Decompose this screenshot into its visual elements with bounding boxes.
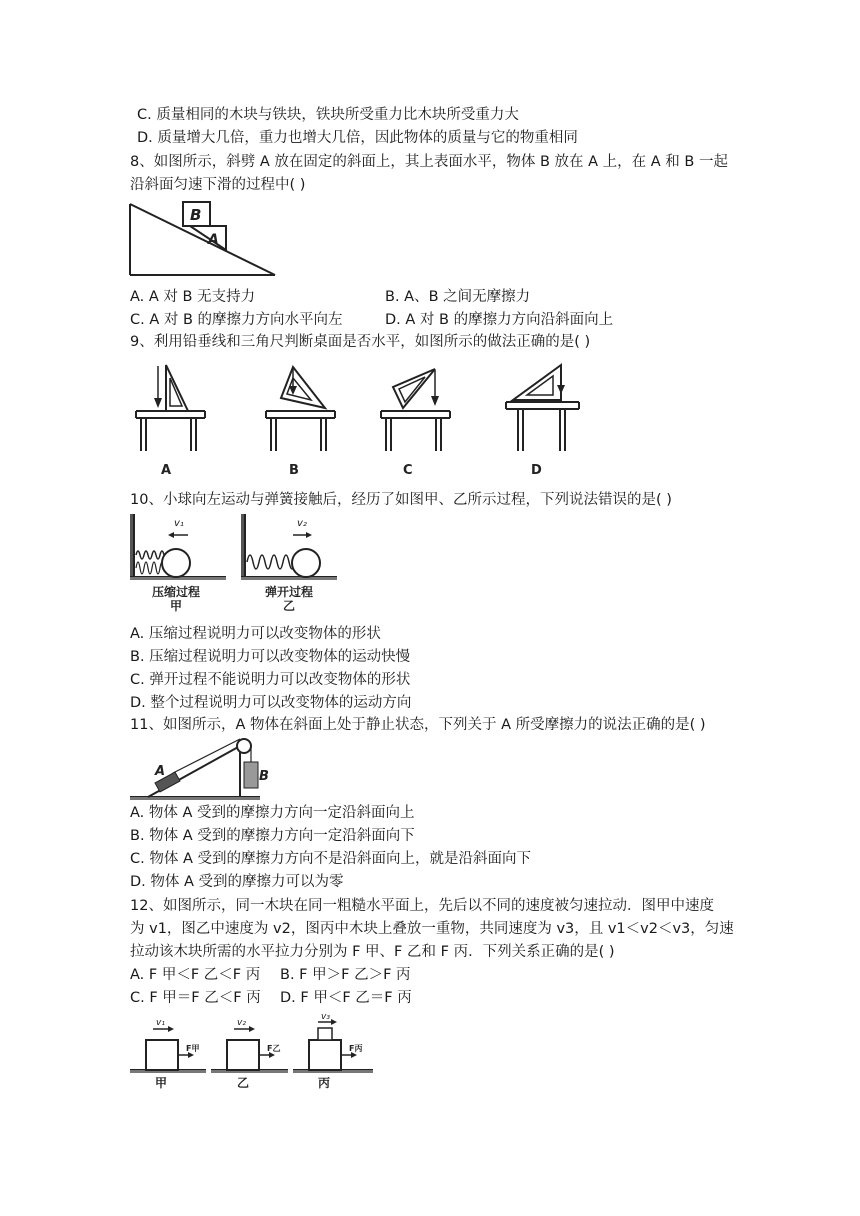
q9-figure-d xyxy=(503,362,583,482)
q10-option-c: C. 弹开过程不能说明力可以改变物体的形状 xyxy=(130,672,411,688)
v1-label: v₁ xyxy=(156,1018,165,1028)
q8-option-d: D. A 对 B 的摩擦力方向沿斜面向上 xyxy=(385,312,614,328)
q12-stem-line3: 拉动该木块所需的水平拉力分别为 F 甲、F 乙和 F 丙．下列关系正确的是( ) xyxy=(130,944,615,960)
caption-yi: 乙 xyxy=(283,599,296,613)
q11-option-b: B. 物体 A 受到的摩擦力方向一定沿斜面向下 xyxy=(130,828,415,844)
v1-label: v₁ xyxy=(174,518,184,529)
q12-option-b: B. F 甲＞F 乙＞F 丙 xyxy=(280,967,411,983)
v3-label: v₃ xyxy=(321,1012,330,1022)
q10-figure-release xyxy=(239,512,339,612)
caption-compress: 压缩过程 xyxy=(152,585,201,599)
caption-release: 弹开过程 xyxy=(265,585,314,599)
q10-stem: 10、小球向左运动与弹簧接触后，经历了如图甲、乙所示过程，下列说法错误的是( ) xyxy=(130,492,672,508)
q9-figure-b xyxy=(263,362,338,482)
q12-stem-line1: 12、如图所示，同一木块在同一粗糙水平面上，先后以不同的速度被匀速拉动．图甲中速度 xyxy=(130,898,714,914)
label-a: A xyxy=(155,764,166,779)
caption-yi: 乙 xyxy=(237,1076,250,1090)
caption-jia: 甲 xyxy=(155,1076,168,1090)
q8-figure-incline xyxy=(128,200,278,280)
label: A xyxy=(161,463,172,478)
q8-option-a: A. A 对 B 无支持力 xyxy=(130,289,256,305)
q7-option-c: C. 质量相同的木块与铁块，铁块所受重力比木块所受重力大 xyxy=(137,107,519,123)
q11-option-a: A. 物体 A 受到的摩擦力方向一定沿斜面向上 xyxy=(130,805,415,821)
f-yi-label: F乙 xyxy=(267,1044,281,1053)
q12-figure-blocks xyxy=(128,1012,378,1090)
q10-option-a: A. 压缩过程说明力可以改变物体的形状 xyxy=(130,626,381,642)
q8-stem-line2: 沿斜面匀速下滑的过程中( ) xyxy=(130,177,306,193)
q12-option-d: D. F 甲＜F 乙＝F 丙 xyxy=(280,990,412,1006)
q9-stem: 9、利用铅垂线和三角尺判断桌面是否水平，如图所示的做法正确的是( ) xyxy=(130,334,591,350)
q8-option-b: B. A、B 之间无摩擦力 xyxy=(385,289,531,305)
f-bing-label: F丙 xyxy=(349,1044,363,1053)
label-b: B xyxy=(190,206,202,224)
q9-figure-c xyxy=(378,362,453,482)
caption-jia: 甲 xyxy=(170,599,183,613)
q9-figure-a xyxy=(133,362,208,482)
label-a: A xyxy=(208,232,219,248)
q11-option-d: D. 物体 A 受到的摩擦力可以为零 xyxy=(130,874,344,890)
q10-option-d: D. 整个过程说明力可以改变物体的运动方向 xyxy=(130,695,412,711)
q8-option-c: C. A 对 B 的摩擦力方向水平向左 xyxy=(130,312,343,328)
label-b: B xyxy=(259,769,269,784)
q12-option-c: C. F 甲＝F 乙＜F 丙 xyxy=(130,990,261,1006)
q10-figure-compress xyxy=(128,512,228,612)
q7-option-d: D. 质量增大几倍，重力也增大几倍，因此物体的质量与它的物重相同 xyxy=(137,130,578,146)
q12-option-a: A. F 甲＜F 乙＜F 丙 xyxy=(130,967,261,983)
v2-label: v₂ xyxy=(297,518,307,529)
q10-option-b: B. 压缩过程说明力可以改变物体的运动快慢 xyxy=(130,649,411,665)
label: C xyxy=(403,463,413,478)
q11-stem: 11、如图所示，A 物体在斜面上处于静止状态，下列关于 A 所受摩擦力的说法正确的是( ) xyxy=(130,717,706,733)
f-jia-label: F甲 xyxy=(186,1044,200,1053)
q11-option-c: C. 物体 A 受到的摩擦力方向不是沿斜面向上，就是沿斜面向下 xyxy=(130,851,531,867)
label: D xyxy=(531,463,542,478)
q11-figure-incline-pulley xyxy=(128,733,269,803)
label: B xyxy=(289,463,299,478)
q8-stem-line1: 8、如图所示，斜劈 A 放在固定的斜面上，其上表面水平，物体 B 放在 A 上，在 A 和 B 一起 xyxy=(130,154,728,170)
caption-bing: 丙 xyxy=(318,1076,331,1090)
q12-stem-line2: 为 v1，图乙中速度为 v2，图丙中木块上叠放一重物，共同速度为 v3，且 v1＜v2＜v3，匀速 xyxy=(130,921,734,937)
v2-label: v₂ xyxy=(237,1018,246,1028)
